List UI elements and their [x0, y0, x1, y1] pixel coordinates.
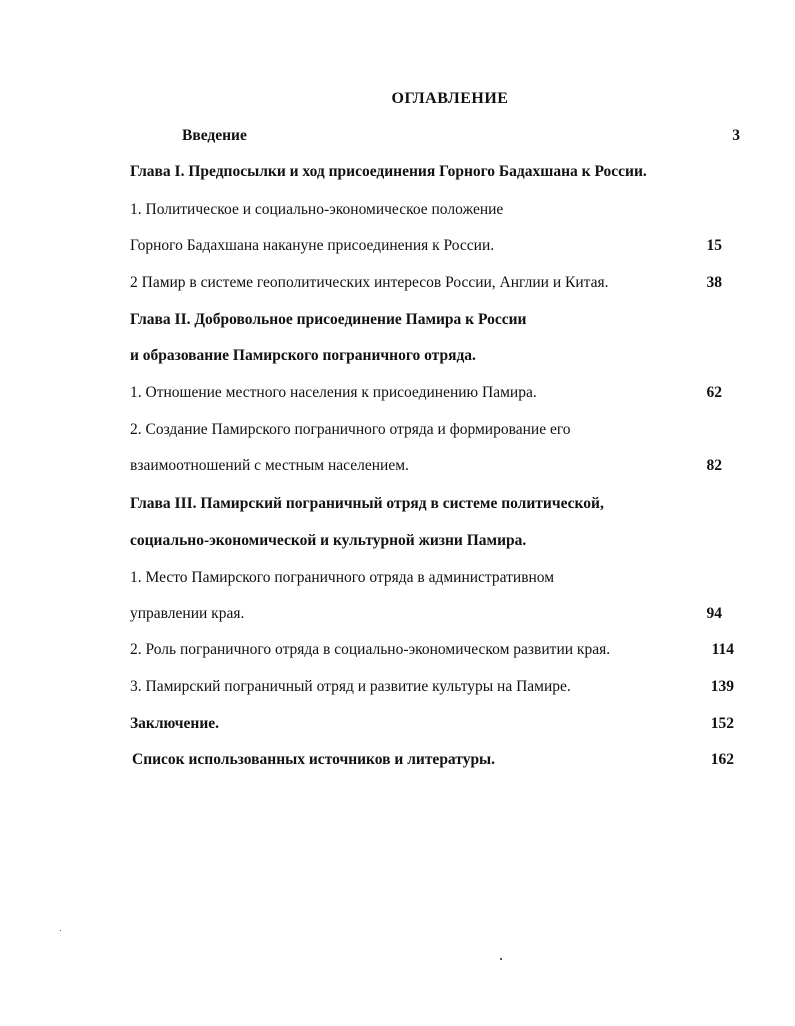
toc-entry-chapter-2-line2 — [130, 344, 740, 368]
toc-entry-chapter-3-line2 — [130, 529, 740, 553]
toc-entry-text: Заключение. — [130, 715, 220, 732]
toc-entry-page: 114 — [711, 641, 734, 658]
toc-entry-text: Глава III. Памирский пограничный отряд в системе политической, — [130, 495, 604, 512]
toc-entry-text: Глава I. Предпосылки и ход присоединения Горного Бадахшана к России. — [130, 163, 647, 180]
toc-entry-1-1-line1 — [130, 198, 740, 222]
toc-entry-page: 3 — [732, 127, 740, 144]
toc-entry-text: взаимоотношений с местным населением. — [130, 457, 409, 474]
toc-entry-page: 15 — [706, 237, 722, 254]
toc-entry-2-1 — [130, 381, 740, 405]
toc-entry-text: 2. Создание Памирского пограничного отряда и формирование его — [130, 421, 571, 438]
toc-entry-text: 1. Место Памирского пограничного отряда в административном — [130, 569, 555, 586]
toc-entry-text: Горного Бадахшана накануне присоединения к России. — [130, 237, 495, 254]
toc-entry-2-2-line2 — [130, 454, 740, 478]
toc-entry-3-3 — [130, 675, 740, 699]
scan-speck — [500, 958, 502, 960]
toc-entry-1-2 — [130, 271, 740, 295]
toc-entry-page: 139 — [710, 678, 734, 695]
toc-entry-text: Глава II. Добровольное присоединение Памира к России — [130, 311, 527, 328]
toc-entry-1-1-line2 — [130, 234, 740, 258]
toc-entry-text: Введение — [182, 127, 247, 144]
toc-entry-text: 1. Отношение местного населения к присоединению Памира. — [130, 384, 537, 401]
toc-entry-text: и образование Памирского пограничного отряда. — [130, 347, 476, 364]
toc-entry-text: социально-экономической и культурной жизни Памира. — [130, 532, 527, 549]
toc-entry-introduction — [130, 124, 740, 148]
scan-speck — [60, 930, 61, 931]
toc-entry-text: 1. Политическое и социально-экономическое положение — [130, 201, 504, 218]
toc-entry-conclusion — [130, 712, 740, 736]
toc-entry-chapter-2-line1 — [130, 308, 740, 332]
toc-entry-text: 3. Памирский пограничный отряд и развитие культуры на Памире. — [130, 678, 571, 695]
toc-entry-page: 62 — [706, 384, 722, 401]
toc-entry-2-2-line1 — [130, 418, 740, 442]
toc-entry-3-2 — [130, 638, 740, 662]
toc-entry-text: 2. Роль пограничного отряда в социально-экономическом развитии края. — [130, 641, 611, 658]
toc-entry-page: 94 — [706, 605, 722, 622]
toc-title: ОГЛАВЛЕНИЕ — [391, 90, 509, 107]
toc-entry-text: Список использованных источников и литературы. — [132, 751, 496, 768]
toc-entry-3-1-line2 — [130, 602, 740, 626]
toc-entry-chapter-3-line1 — [130, 492, 740, 516]
toc-entry-bibliography — [130, 748, 740, 772]
toc-entry-page: 152 — [710, 715, 734, 732]
toc-entry-page: 162 — [710, 751, 734, 768]
toc-entry-text: управлении края. — [130, 605, 245, 622]
toc-entry-page: 38 — [706, 274, 722, 291]
toc-entry-page: 82 — [706, 457, 722, 474]
toc-entry-text: 2 Памир в системе геополитических интересов России, Англии и Китая. — [130, 274, 609, 291]
toc-entry-3-1-line1 — [130, 566, 740, 590]
toc-entry-chapter-1 — [130, 160, 740, 184]
